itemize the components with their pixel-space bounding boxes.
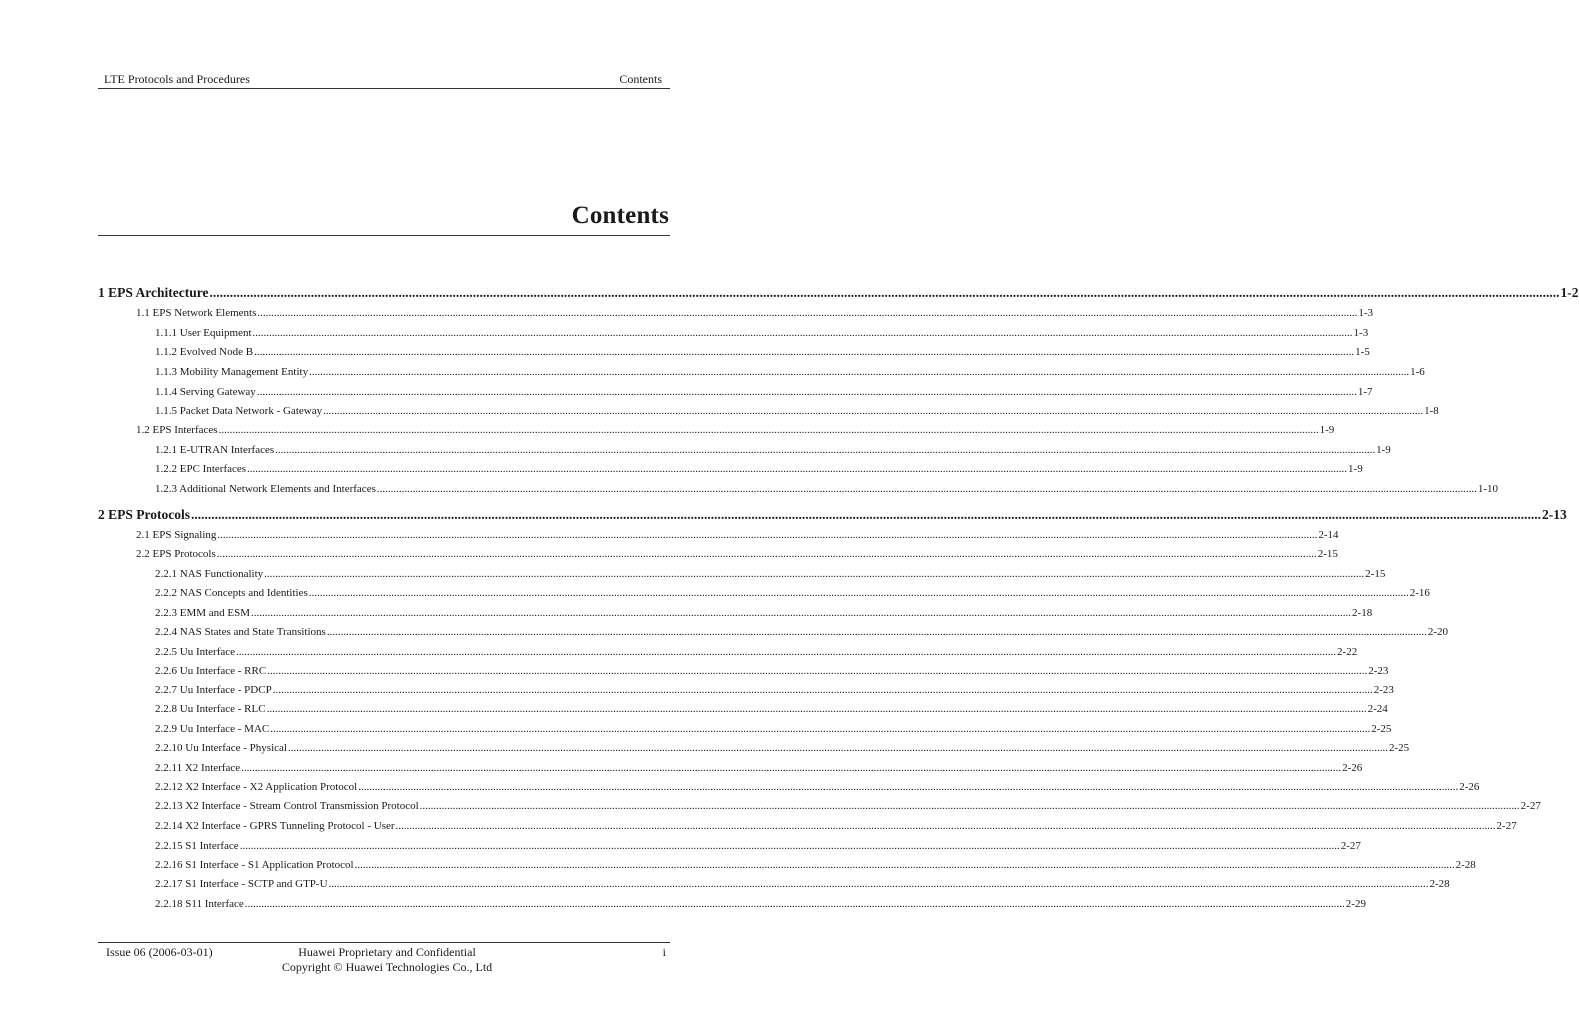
toc-entry[interactable] — [155, 798, 1541, 814]
toc-entry-label: 1.2.2 EPC Interfaces — [155, 463, 247, 475]
toc-entry[interactable] — [155, 779, 1480, 795]
page-title: Contents — [571, 202, 669, 229]
toc-entry-label: 2.2.6 Uu Interface - RRC — [155, 665, 267, 677]
toc-entry[interactable] — [155, 566, 1386, 582]
toc-entry-label: 2.2.10 Uu Interface - Physical — [155, 742, 287, 754]
toc-entry-label: 2.2.14 X2 Interface - GPRS Tunneling Protocol - User — [155, 820, 395, 832]
toc-entry-label: 1.1.1 User Equipment — [155, 327, 252, 339]
toc-entry-label: 1.1.4 Serving Gateway — [155, 386, 256, 398]
toc-entry[interactable] — [155, 760, 1363, 776]
toc-dot-leader: ................................................................................................................................................................................................................................................................................................................................................................................................................ — [309, 366, 1410, 378]
toc-entry-page: 2-26 — [1342, 762, 1363, 774]
toc-entry[interactable] — [155, 701, 1388, 717]
toc-entry-page: 2-20 — [1427, 626, 1448, 638]
toc-entry-page: 2-28 — [1429, 878, 1450, 890]
toc-dot-leader: ................................................................................................................................................................................................................................................................................................................................................................................................................ — [272, 684, 1373, 696]
page-footer — [98, 944, 670, 978]
toc-entry-label: 2.2.13 X2 Interface - Stream Control Transmission Protocol — [155, 800, 419, 812]
toc-entry-label: 2.2.4 NAS States and State Transitions — [155, 626, 326, 638]
toc-entry[interactable] — [155, 585, 1430, 601]
toc-dot-leader: ................................................................................................................................................................................................................................................................................................................................................................................................................ — [217, 529, 1318, 541]
footer-legal — [98, 945, 676, 975]
toc-entry-label: 1.2.3 Additional Network Elements and Interfaces — [155, 483, 376, 495]
toc-dot-leader: ................................................................................................................................................................................................................................................................................................................................................................................................................ — [244, 898, 1345, 910]
toc-entry-page: 2-29 — [1345, 898, 1366, 910]
toc-entry-page: 1-7 — [1357, 386, 1373, 398]
toc-dot-leader: ................................................................................................................................................................................................................................................................................................................................................................................................................ — [257, 307, 1358, 319]
toc-entry-page: 2-15 — [1317, 548, 1338, 560]
toc-entry-label: 2.2 EPS Protocols — [136, 548, 216, 560]
toc-entry-label: 2.1 EPS Signaling — [136, 529, 217, 541]
toc-dot-leader: ................................................................................................................................................................................................................................................................................................................................................................................................................ — [267, 665, 1368, 677]
toc-entry[interactable] — [155, 818, 1517, 834]
toc-entry-label: 2.2.1 NAS Functionality — [155, 568, 264, 580]
toc-entry-page: 1-10 — [1477, 483, 1499, 495]
toc-entry-label: 2.2.7 Uu Interface - PDCP — [155, 684, 272, 696]
toc-dot-leader: ................................................................................................................................................................................................................................................................................................................................................................................................................ — [239, 840, 1340, 852]
footer-divider — [98, 942, 670, 943]
toc-entry-label: 2.2.9 Uu Interface - MAC — [155, 723, 270, 735]
toc-entry-label: 2.2.5 Uu Interface — [155, 646, 236, 658]
toc-entry-page: 2-14 — [1318, 529, 1339, 541]
toc-entry-page: 1-3 — [1358, 307, 1374, 319]
toc-entry-page: 2-25 — [1388, 742, 1410, 754]
footer-confidential: Huawei Proprietary and Confidential — [298, 945, 476, 959]
toc-entry-page: 2-23 — [1368, 665, 1389, 677]
toc-entry[interactable] — [155, 663, 1389, 679]
toc-entry-page: 1-5 — [1355, 346, 1370, 358]
toc-entry-label: 1.1.2 Evolved Node B — [155, 346, 254, 358]
toc-entry-label: 2.2.11 X2 Interface — [155, 762, 241, 774]
toc-dot-leader: ................................................................................................................................................................................................................................................................................................................................................................................................................ — [328, 878, 1429, 890]
toc-entry[interactable] — [155, 721, 1392, 737]
toc-dot-leader: ................................................................................................................................................................................................................................................................................................................................................................................................................ — [251, 607, 1352, 619]
header-section-name: Contents — [619, 72, 662, 86]
toc-entry[interactable] — [155, 605, 1373, 621]
toc-entry[interactable] — [155, 344, 1370, 360]
toc-dot-leader: ................................................................................................................................................................................................................................................................................................................................................................................................................ — [287, 742, 1388, 754]
footer-issue: Issue 06 (2006-03-01) — [106, 945, 213, 959]
toc-entry[interactable] — [155, 838, 1361, 854]
toc-entry-page: 2-27 — [1340, 840, 1361, 852]
toc-dot-leader: ................................................................................................................................................................................................................................................................................................................................................................................................................ — [218, 424, 1319, 436]
toc-dot-leader: ................................................................................................................................................................................................................................................................................................................................................................................................................ — [209, 285, 1560, 300]
toc-entry-page: 1-3 — [1353, 327, 1369, 339]
toc-entry-label: 2.2.12 X2 Interface - X2 Application Protocol — [155, 781, 358, 793]
toc-entry-label: 2.2.16 S1 Interface - S1 Application Protocol — [155, 859, 354, 871]
toc-dot-leader: ................................................................................................................................................................................................................................................................................................................................................................................................................ — [247, 463, 1348, 475]
toc-entry-page: 1-2 — [1560, 285, 1579, 300]
toc-entry-label: 1.2 EPS Interfaces — [136, 424, 218, 436]
toc-entry-page: 1-9 — [1376, 444, 1391, 456]
toc-entry-label: 1.1 EPS Network Elements — [136, 307, 257, 319]
toc-entry[interactable] — [136, 305, 1374, 321]
toc-entry-page: 1-9 — [1348, 463, 1363, 475]
footer-page-number: i — [662, 945, 666, 959]
toc-entry[interactable] — [155, 624, 1448, 640]
toc-entry-label: 2.2.3 EMM and ESM — [155, 607, 251, 619]
toc-entry-page: 1-9 — [1319, 424, 1335, 436]
toc-entry-page: 2-27 — [1496, 820, 1517, 832]
toc-dot-leader: ................................................................................................................................................................................................................................................................................................................................................................................................................ — [275, 444, 1376, 456]
toc-chapter-entry[interactable] — [98, 284, 1579, 302]
toc-entry-page: 2-15 — [1365, 568, 1386, 580]
toc-entry-label: 1.1.5 Packet Data Network - Gateway — [155, 405, 323, 417]
footer-copyright: Copyright © Huawei Technologies Co., Ltd — [281, 960, 493, 974]
toc-entry-label: 2.2.2 NAS Concepts and Identities — [155, 587, 308, 599]
toc-entry-label: 2.2.15 S1 Interface — [155, 840, 239, 852]
toc-dot-leader: ................................................................................................................................................................................................................................................................................................................................................................................................................ — [252, 327, 1353, 339]
toc-dot-leader: ................................................................................................................................................................................................................................................................................................................................................................................................................ — [323, 405, 1424, 417]
toc-entry-page: 2-28 — [1455, 859, 1476, 871]
toc-entry[interactable] — [155, 740, 1410, 756]
toc-entry[interactable] — [155, 876, 1450, 892]
toc-entry[interactable] — [155, 461, 1363, 477]
toc-dot-leader: ................................................................................................................................................................................................................................................................................................................................................................................................................ — [308, 587, 1409, 599]
toc-entry[interactable] — [155, 403, 1439, 419]
toc-entry-page: 2-23 — [1373, 684, 1394, 696]
toc-entry-label: 1 EPS Architecture — [98, 285, 209, 300]
toc-entry-page: 2-26 — [1459, 781, 1480, 793]
toc-entry-page: 2-16 — [1409, 587, 1430, 599]
toc-entry[interactable] — [155, 644, 1358, 660]
toc-entry-page: 2-13 — [1542, 507, 1567, 522]
toc-entry[interactable] — [155, 325, 1369, 341]
toc-dot-leader: ................................................................................................................................................................................................................................................................................................................................................................................................................ — [241, 762, 1342, 774]
toc-dot-leader: ................................................................................................................................................................................................................................................................................................................................................................................................................ — [191, 507, 1541, 522]
toc-entry[interactable] — [155, 384, 1373, 400]
toc-entry[interactable] — [136, 527, 1339, 543]
toc-entry[interactable] — [155, 682, 1394, 698]
toc-entry[interactable] — [155, 857, 1476, 873]
toc-entry-page: 2-27 — [1520, 800, 1541, 812]
toc-entry[interactable] — [136, 546, 1338, 562]
toc-dot-leader: ................................................................................................................................................................................................................................................................................................................................................................................................................ — [216, 548, 1317, 560]
toc-entry-page: 2-24 — [1367, 703, 1388, 715]
toc-entry-label: 1.2.1 E-UTRAN Interfaces — [155, 444, 275, 456]
toc-dot-leader: ................................................................................................................................................................................................................................................................................................................................................................................................................ — [254, 346, 1355, 358]
toc-entry-label: 1.1.3 Mobility Management Entity — [155, 366, 309, 378]
toc-entry[interactable] — [155, 896, 1366, 912]
toc-dot-leader: ................................................................................................................................................................................................................................................................................................................................................................................................................ — [256, 386, 1357, 398]
toc-chapter-entry[interactable] — [98, 506, 1567, 524]
toc-entry-label: 2.2.17 S1 Interface - SCTP and GTP-U — [155, 878, 328, 890]
header-document-title: LTE Protocols and Procedures — [104, 72, 250, 86]
toc-entry-label: 2.2.8 Uu Interface - RLC — [155, 703, 266, 715]
toc-dot-leader: ................................................................................................................................................................................................................................................................................................................................................................................................................ — [236, 646, 1337, 658]
toc-entry[interactable] — [155, 481, 1499, 497]
toc-entry[interactable] — [155, 442, 1391, 458]
toc-entry-page: 2-22 — [1337, 646, 1358, 658]
toc-entry-page: 2-25 — [1371, 723, 1392, 735]
toc-entry[interactable] — [136, 422, 1335, 438]
toc-dot-leader: ................................................................................................................................................................................................................................................................................................................................................................................................................ — [358, 781, 1459, 793]
toc-entry-page: 1-8 — [1424, 405, 1439, 417]
toc-dot-leader: ................................................................................................................................................................................................................................................................................................................................................................................................................ — [395, 820, 1496, 832]
toc-entry[interactable] — [155, 364, 1425, 380]
toc-dot-leader: ................................................................................................................................................................................................................................................................................................................................................................................................................ — [266, 703, 1367, 715]
toc-dot-leader: ................................................................................................................................................................................................................................................................................................................................................................................................................ — [354, 859, 1455, 871]
toc-entry-page: 2-18 — [1352, 607, 1373, 619]
toc-dot-leader: ................................................................................................................................................................................................................................................................................................................................................................................................................ — [376, 483, 1477, 495]
toc-dot-leader: ................................................................................................................................................................................................................................................................................................................................................................................................................ — [270, 723, 1371, 735]
toc-dot-leader: ................................................................................................................................................................................................................................................................................................................................................................................................................ — [419, 800, 1520, 812]
toc-dot-leader: ................................................................................................................................................................................................................................................................................................................................................................................................................ — [326, 626, 1427, 638]
toc-entry-page: 1-6 — [1410, 366, 1425, 378]
toc-dot-leader: ................................................................................................................................................................................................................................................................................................................................................................................................................ — [264, 568, 1365, 580]
toc-entry-label: 2.2.18 S11 Interface — [155, 898, 244, 910]
toc-entry-label: 2 EPS Protocols — [98, 507, 190, 522]
